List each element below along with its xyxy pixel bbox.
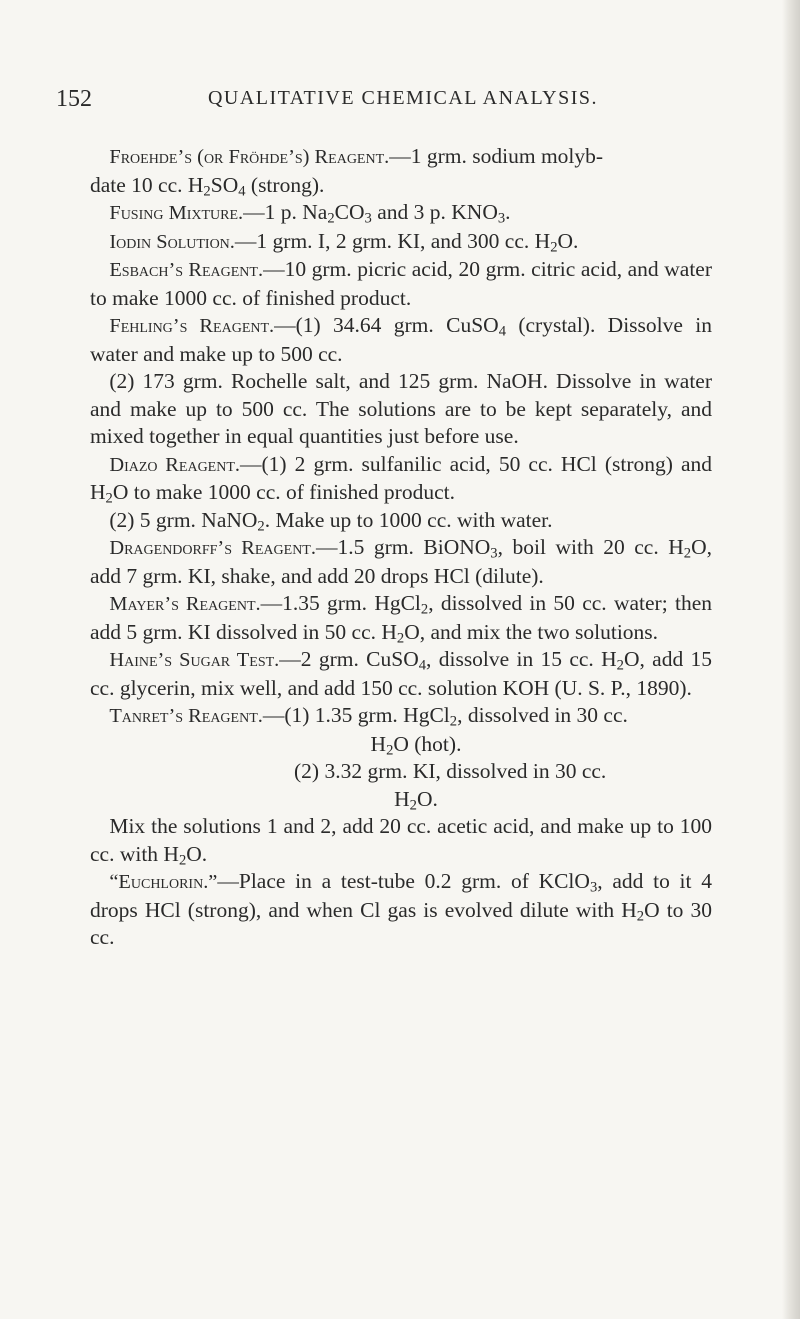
running-title: QUALITATIVE CHEMICAL ANALYSIS. xyxy=(207,87,599,109)
tanret-mix-instruction: Mix the solutions 1 and 2, add 20 cc. acetic acid, and make up to 100 cc. with $H_2O$. xyxy=(90,814,712,869)
entry-name: Fusing Mixture. xyxy=(109,202,244,224)
entry-fehling-part-2: (2) 173 grm. Rochelle salt, and 125 grm. NaOH. Dissolve in water and make up to 500 cc. The solutions are to be kept separately, and mixed together in equal quantities just before use. xyxy=(90,369,712,448)
page-body xyxy=(90,143,712,952)
entry-name: Froehde’s (or Fröhde’s) Reagent. xyxy=(109,146,390,168)
page-header xyxy=(56,86,720,126)
entry-fusing-mixture: Fusing Mixture.—1 p. $Na_2CO_3$ and 3 p. $KNO_3$. xyxy=(109,200,511,227)
entry-name: “Euchlorin.” xyxy=(109,871,218,893)
entry-fehling-reagent: Fehling’s Reagent.—(1) 34.64 grm. CuSO$_4$ (crystal). Dissolve in water and make up to 500 cc. xyxy=(90,313,712,366)
entry-tanret-reagent: Tanret’s Reagent.—(1) 1.35 grm. HgCl$_2$ , dissolved in 30 cc. xyxy=(109,703,628,730)
tanret-line-4: $H_2O$. xyxy=(394,786,438,814)
tanret-line-2: $H_2O$ (hot). xyxy=(370,731,462,759)
entry-name: Fehling’s Reagent. xyxy=(109,315,275,337)
entry-diazo-part-2: (2) 5 grm. NaNO$_2$. Make up to 1000 cc. with water. xyxy=(109,507,553,535)
entry-name: Diazo Reagent. xyxy=(109,453,241,476)
entry-name: Iodin Solution. xyxy=(109,230,235,253)
entry-euchlorin: “Euchlorin.”—Place in a test-tube 0.2 grm. of KClO$_3$, add to it 4 drops HCl (strong), and when Cl gas is evolved dilute with $H_2O$ to 30 cc. xyxy=(90,869,713,949)
entry-name: Esbach’s Reagent. xyxy=(109,259,264,281)
entry-dragendorff-reagent: Dragendorff’s Reagent.—1.5 grm. BiONO$_3$, boil with 20 cc. $H_2O$, add 7 grm. KI, shake, and add 20 drops HCl (dilute). xyxy=(90,535,712,588)
entry-iodin-solution: Iodin Solution.—1 grm. I, 2 grm. KI, and 300 cc. $H_2O$. xyxy=(109,228,579,256)
entry-mayer-reagent: Mayer’s Reagent.—1.35 grm. HgCl$_2$, dissolved in 50 cc. water; then add 5 grm. KI dissolved in 50 cc. $H_2O$, and mix the two solutions. xyxy=(90,591,712,647)
entry-esbach-reagent: Esbach’s Reagent.—10 grm. picric acid, 20 grm. citric acid, and water to make 1000 cc. of finished product. xyxy=(90,257,713,310)
page-edge-shadow xyxy=(782,0,800,1319)
entry-froehde: Froehde’s (or Fröhde’s) Reagent.—1 grm. sodium molyb- date 10 cc. $H_2SO_4$ (strong). xyxy=(90,144,604,200)
entry-name: Mayer’s Reagent. xyxy=(109,593,261,615)
page-number: 152 xyxy=(56,86,92,112)
entry-name: Haine’s Sugar Test. xyxy=(109,649,280,671)
tanret-part-2: (2) 3.32 grm. KI, dissolved in 30 cc. xyxy=(294,759,607,783)
entry-name: Tanret’s Reagent. xyxy=(109,705,263,727)
entry-haine-sugar-test: Haine’s Sugar Test.—2 grm. CuSO$_4$, dissolve in 15 cc. $H_2O$, add 15 cc. glycerin, mix well, and add 150 cc. solution KOH (U. S. P., 1890). xyxy=(90,647,713,700)
entry-name: Dragendorff’s Reagent. xyxy=(109,537,316,559)
entry-diazo-reagent: Diazo Reagent.—(1) 2 grm. sulfanilic acid, 50 cc. HCl (strong) and $H_2O$ to make 1000 cc. of finished product. xyxy=(90,451,712,507)
